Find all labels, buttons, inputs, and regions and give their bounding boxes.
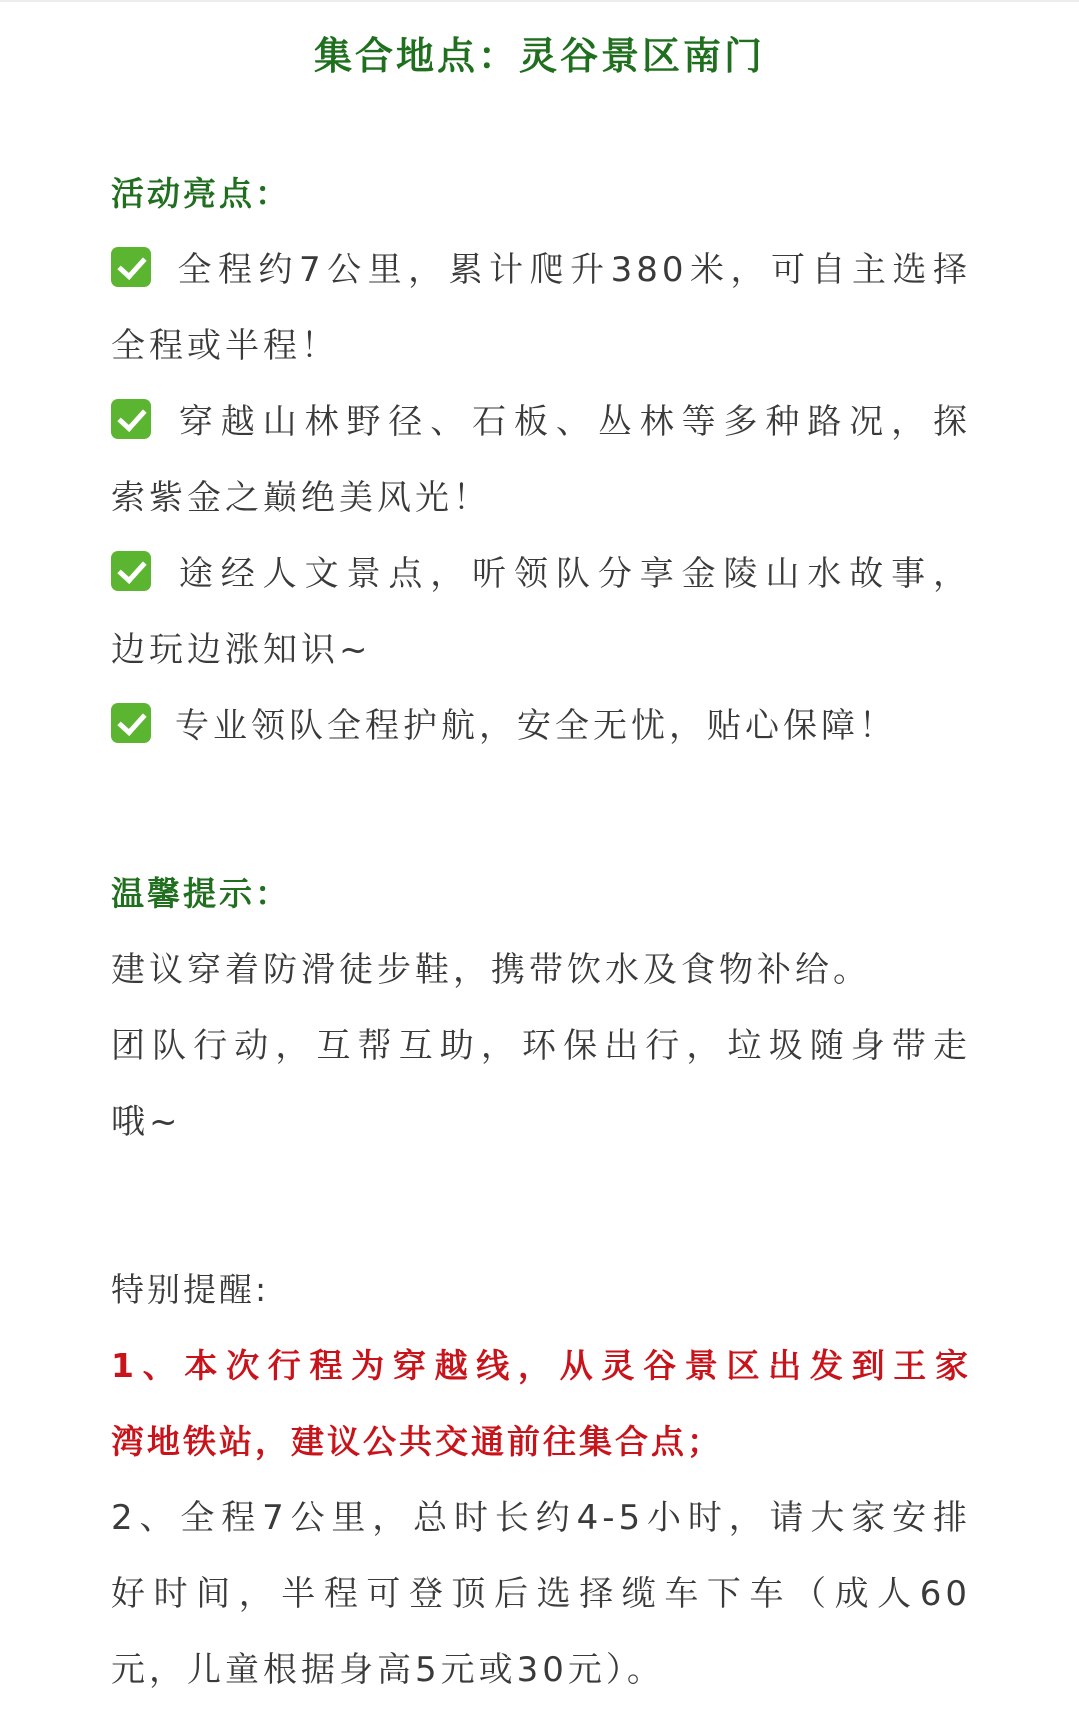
red-reminder-line: 1、本次行程为穿越线，从灵谷景区出发到王家	[111, 1346, 971, 1385]
tips-section	[111, 856, 971, 1160]
check-mark-icon	[111, 247, 151, 287]
highlight-line: 穿越山林野径、石板、丛林等多种路况，探	[111, 384, 971, 460]
check-mark-icon	[111, 399, 151, 439]
tips-heading: 温馨提示：	[111, 874, 291, 913]
reminder-line: 好时间，半程可登顶后选择缆车下车（成人60	[111, 1574, 971, 1614]
highlight-line: 途经人文景点，听领队分享金陵山水故事，	[111, 536, 971, 612]
highlights-section	[111, 156, 971, 764]
tip-line: 建议穿着防滑徒步鞋，携带饮水及食物补给。	[111, 950, 871, 990]
check-mark-icon	[111, 551, 151, 591]
meeting-point-title: 集合地点：灵谷景区南门	[313, 34, 765, 78]
special-heading: 特别提醒:	[111, 1270, 270, 1309]
highlight-line: 全程或半程！	[111, 326, 339, 366]
tip-line: 哦~	[111, 1102, 182, 1142]
highlights-heading: 活动亮点：	[111, 174, 291, 213]
reminder-line: 元，儿童根据身高5元或30元）。	[111, 1650, 665, 1690]
highlight-line: 全程约7公里，累计爬升380米，可自主选择	[111, 232, 971, 308]
reminder-line: 2、全程7公里，总时长约4-5小时，请大家安排	[111, 1498, 971, 1538]
highlight-line: 索紫金之巅绝美风光！	[111, 478, 491, 518]
highlight-line: 专业领队全程护航，安全无忧，贴心保障！	[111, 688, 971, 764]
special-section	[111, 1252, 971, 1708]
red-reminder-line: 湾地铁站，建议公共交通前往集合点；	[111, 1422, 723, 1461]
highlight-line: 边玩边涨知识~	[111, 630, 372, 670]
tip-line: 团队行动，互帮互助，环保出行，垃圾随身带走	[111, 1026, 971, 1066]
check-mark-icon	[111, 703, 151, 743]
